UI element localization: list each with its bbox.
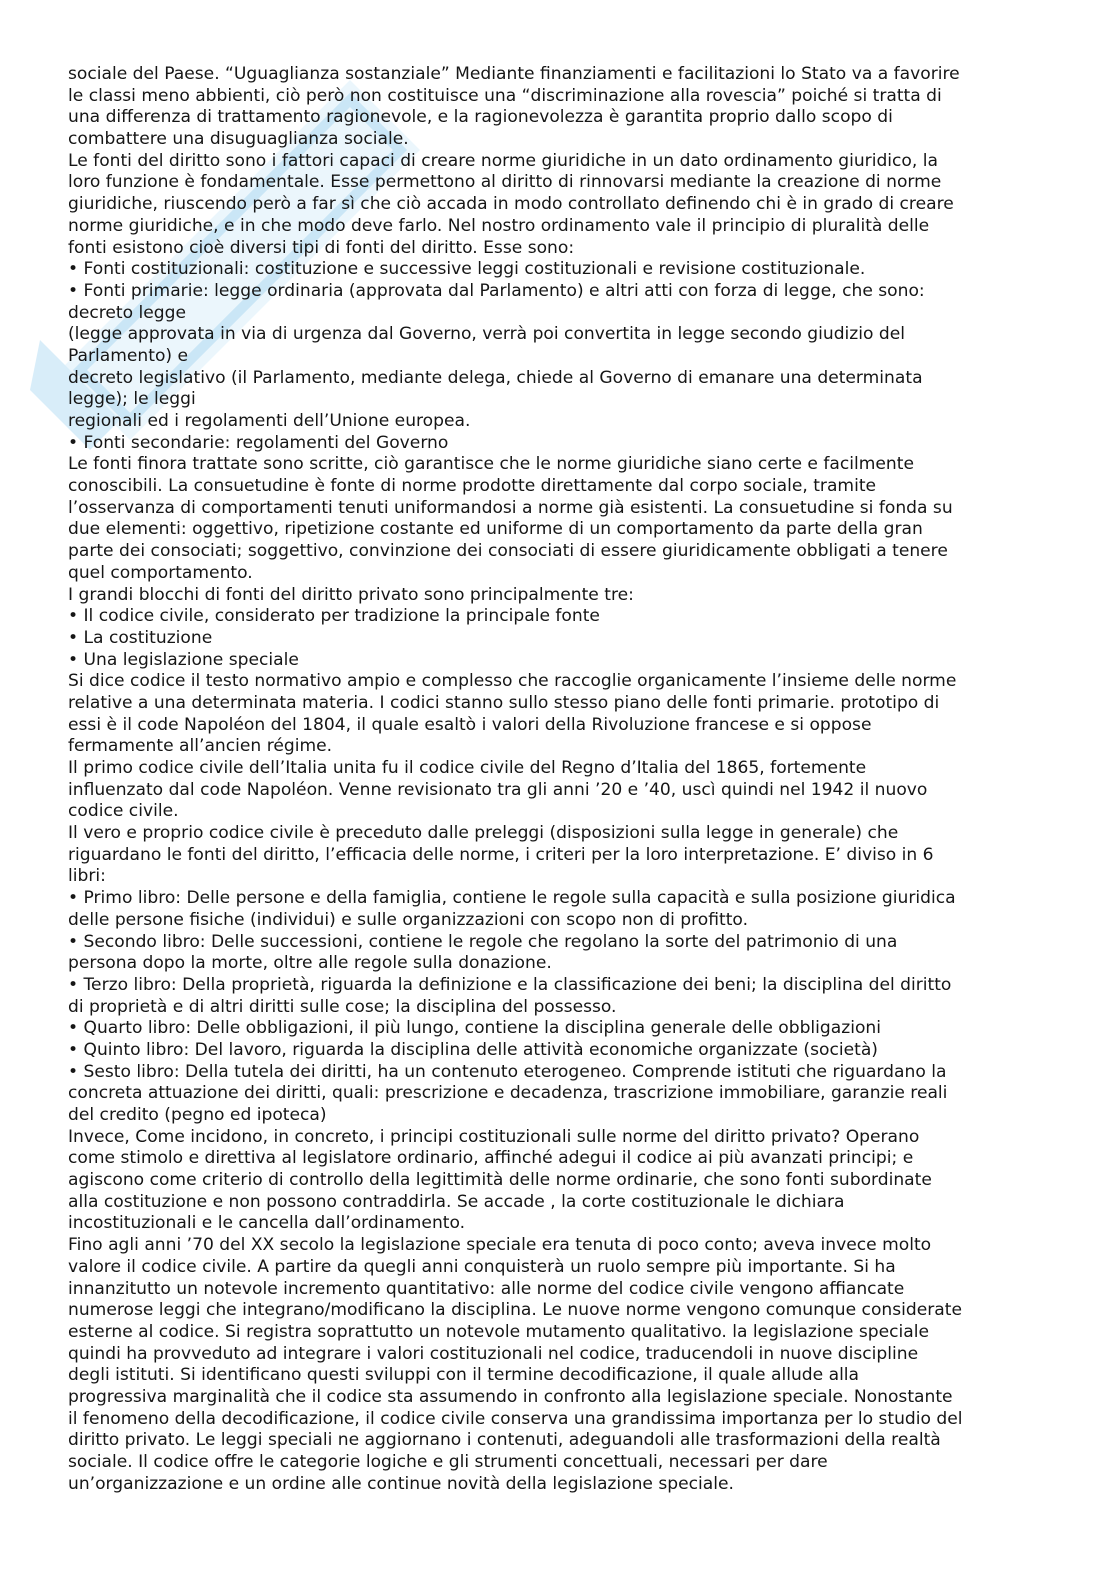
body-line: del credito (pegno ed ipoteca) <box>68 1105 327 1125</box>
body-line: norme giuridiche, e in che modo deve farlo. Nel nostro ordinamento vale il principio di pluralità delle <box>68 215 930 236</box>
body-line: una differenza di trattamento ragionevole, e la ragionevolezza è garantita proprio dallo scopo di <box>68 107 893 128</box>
body-line: Parlamento) e <box>68 345 189 366</box>
body-line: • Sesto libro: Della tutela dei diritti, ha un contenuto eterogeneo. Comprende istituti che riguardano la <box>68 1061 947 1082</box>
body-line: combattere una disuguaglianza sociale. <box>68 129 409 150</box>
body-line: alla costituzione e non possono contraddirla. Se accade , la corte costituzionale le dichiara <box>68 1191 845 1212</box>
body-line: Il vero e proprio codice civile è preceduto dalle preleggi (disposizioni sulla legge in generale) che <box>68 823 899 844</box>
body-line: come stimolo e direttiva al legislatore ordinario, affinché adegui il codice ai più avanzati principi; e <box>68 1148 914 1169</box>
body-line: legge); le leggi <box>68 389 196 410</box>
body-line: Le fonti finora trattate sono scritte, ciò garantisce che le norme giuridiche siano certe e facilmente <box>68 454 914 475</box>
body-line: valore il codice civile. A partire da quegli anni conquisterà un ruolo sempre più importante. Si ha <box>68 1256 896 1277</box>
body-line: influenzato dal code Napoléon. Venne revisionato tra gli anni ’20 e ’40, uscì quindi nel 1942 il nuovo <box>68 779 928 800</box>
body-line: essi è il code Napoléon del 1804, il quale esaltò i valori della Rivoluzione francese e si oppose <box>68 714 872 735</box>
body-line: • Quinto libro: Del lavoro, riguarda la disciplina delle attività economiche organizzate (società) <box>68 1039 878 1060</box>
body-line: le classi meno abbienti, ciò però non costituisce una “discriminazione alla rovescia” poiché si tratta di <box>68 85 942 106</box>
body-line: parte dei consociati; soggettivo, convinzione dei consociati di essere giuridicamente obbligati a tenere <box>68 541 948 562</box>
body-line: delle persone fisiche (individui) e sulle organizzazioni con scopo non di profitto. <box>68 909 749 930</box>
body-line: sociale. Il codice offre le categorie logiche e gli strumenti concettuali, necessari per dare <box>68 1452 828 1472</box>
body-line: • Una legislazione speciale <box>68 649 299 670</box>
body-line: regionali ed i regolamenti dell’Unione europea. <box>68 411 471 431</box>
body-line: esterne al codice. Si registra soprattutto un notevole mutamento qualitativo. la legislazione speciale <box>68 1321 929 1342</box>
body-line: libri: <box>68 866 106 887</box>
body-line: • Secondo libro: Delle successioni, contiene le regole che regolano la sorte del patrimonio di una <box>68 931 898 952</box>
body-line: (legge approvata in via di urgenza dal Governo, verrà poi convertita in legge secondo giudizio del <box>68 324 906 345</box>
document-body <box>68 64 1058 1495</box>
body-line: degli istituti. Si identificano questi sviluppi con il termine decodificazione, il quale allude alla <box>68 1365 860 1386</box>
body-line: I grandi blocchi di fonti del diritto privato sono principalmente tre: <box>68 584 634 605</box>
body-line: di proprietà e di altri diritti sulle cose; la disciplina del possesso. <box>68 996 617 1017</box>
body-line: numerose leggi che integrano/modificano la disciplina. Le nuove norme vengono comunque considerate <box>68 1300 962 1321</box>
body-line: decreto legislativo (il Parlamento, mediante delega, chiede al Governo di emanare una determinata <box>68 367 923 388</box>
body-line: • Quarto libro: Delle obbligazioni, il più lungo, contiene la disciplina generale delle obbligazioni <box>68 1018 882 1039</box>
body-line: relative a una determinata materia. I codici stanno sullo stesso piano delle fonti primarie. prototipo di <box>68 692 940 713</box>
body-line: • Fonti primarie: legge ordinaria (approvata dal Parlamento) e altri atti con forza di legge, che sono: <box>68 280 925 301</box>
body-line: il fenomeno della decodificazione, il codice civile conserva una grandissima importanza per lo studio del <box>68 1408 963 1429</box>
body-line: un’organizzazione e un ordine alle continue novità della legislazione speciale. <box>68 1473 734 1494</box>
body-line: giuridiche, riuscendo però a far sì che ciò accada in modo controllato definendo chi è in grado di creare <box>68 194 954 215</box>
body-line: persona dopo la morte, oltre alle regole sulla donazione. <box>68 953 552 974</box>
body-line: Il primo codice civile dell’Italia unita fu il codice civile del Regno d’Italia del 1865, fortemente <box>68 758 867 778</box>
body-line: due elementi: oggettivo, ripetizione costante ed uniforme di un comportamento da parte della gran <box>68 519 923 540</box>
body-line: riguardano le fonti del diritto, l’efficacia delle norme, i criteri per la loro interpretazione. E’ diviso in 6 <box>68 844 934 865</box>
body-line: innanzitutto un notevole incremento quantitativo: alle norme del codice civile vengono affiancate <box>68 1278 905 1299</box>
body-line: • La costituzione <box>68 627 213 648</box>
body-line: • Fonti secondarie: regolamenti del Governo <box>68 432 449 453</box>
body-line: • Terzo libro: Della proprietà, riguarda la definizione e la classificazione dei beni; la disciplina del diritto <box>68 974 952 995</box>
body-line: quindi ha provveduto ad integrare i valori costituzionali nel codice, traducendoli in nuove discipline <box>68 1343 919 1364</box>
body-line: l’osservanza di comportamenti tenuti uniformandosi a norme già esistenti. La consuetudine si fonda su <box>68 497 953 518</box>
body-line: progressiva marginalità che il codice sta assumendo in confronto alla legislazione speciale. Nonostante <box>68 1386 953 1407</box>
body-line: • Fonti costituzionali: costituzione e successive leggi costituzionali e revisione costituzionale. <box>68 259 866 280</box>
body-line: • Primo libro: Delle persone e della famiglia, contiene le regole sulla capacità e sulla posizione giuridica <box>68 888 956 909</box>
body-line: Fino agli anni ’70 del XX secolo la legislazione speciale era tenuta di poco conto; aveva invece molto <box>68 1235 932 1256</box>
body-line: fermamente all’ancien régime. <box>68 736 333 757</box>
body-line: codice civile. <box>68 801 179 822</box>
body-line: concreta attuazione dei diritti, quali: prescrizione e decadenza, trascrizione immobiliare, garanzie reali <box>68 1083 948 1104</box>
body-line: agiscono come criterio di controllo della legittimità delle norme ordinarie, che sono fonti subordinate <box>68 1170 932 1191</box>
body-line: Le fonti del diritto sono i fattori capaci di creare norme giuridiche in un dato ordinamento giuridico, la <box>68 150 938 171</box>
body-line: Invece, Come incidono, in concreto, i principi costituzionali sulle norme del diritto privato? Operano <box>68 1126 920 1147</box>
body-line: loro funzione è fondamentale. Esse permettono al diritto di rinnovarsi mediante la creazione di norme <box>68 172 942 193</box>
body-line: conoscibili. La consuetudine è fonte di norme prodotte direttamente dal corpo sociale, tramite <box>68 476 877 497</box>
body-line: Si dice codice il testo normativo ampio e complesso che raccoglie organicamente l’insieme delle norme <box>68 671 957 692</box>
body-line: sociale del Paese. “Uguaglianza sostanziale” Mediante finanziamenti e facilitazioni lo Stato va a favorire <box>68 64 960 84</box>
body-line: decreto legge <box>68 302 187 323</box>
body-line: diritto privato. Le leggi speciali ne aggiornano i contenuti, adeguandoli alle trasformazioni della realtà <box>68 1430 941 1451</box>
body-line: quel comportamento. <box>68 562 253 583</box>
body-line: fonti esistono cioè diversi tipi di fonti del diritto. Esse sono: <box>68 237 575 258</box>
body-line: • Il codice civile, considerato per tradizione la principale fonte <box>68 606 600 627</box>
body-line: incostituzionali e le cancella dall’ordinamento. <box>68 1213 466 1234</box>
